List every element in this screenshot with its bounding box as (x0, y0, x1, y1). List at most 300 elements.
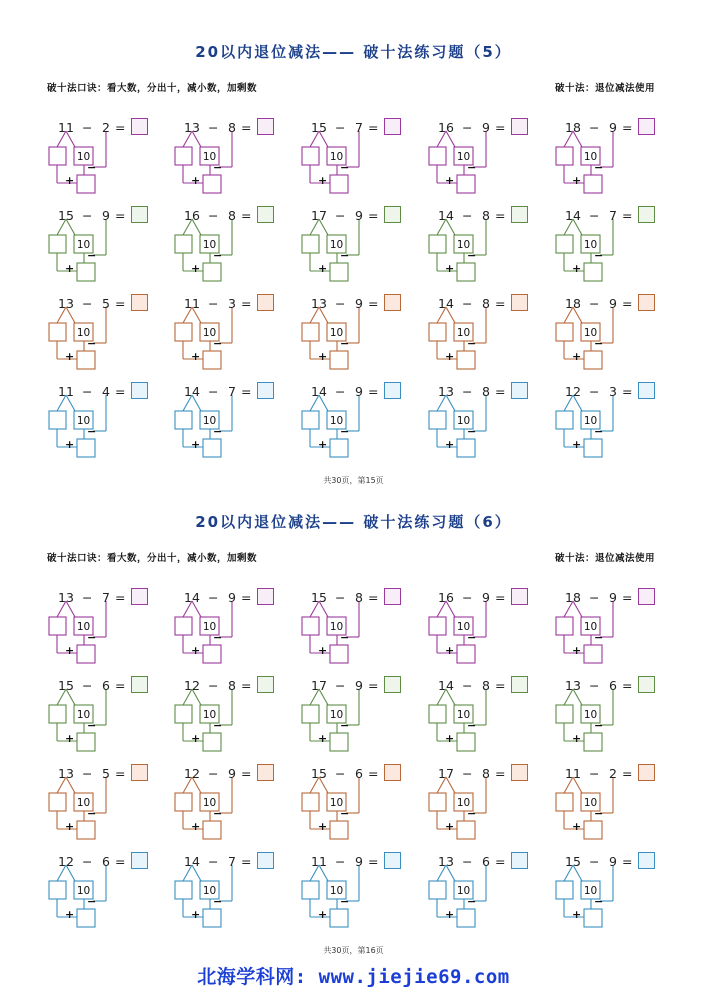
remainder-box[interactable] (556, 705, 573, 723)
answer-box[interactable] (638, 588, 655, 605)
equals-sign: = (115, 854, 126, 869)
answer-box[interactable] (638, 676, 655, 693)
ten-label: 10 (76, 797, 91, 809)
remainder-box[interactable] (429, 323, 446, 341)
remainder-box[interactable] (175, 323, 192, 341)
remainder-box[interactable] (302, 617, 319, 635)
remainder-box[interactable] (556, 881, 573, 899)
subtraction-problem (301, 676, 411, 756)
answer-box[interactable] (131, 852, 148, 869)
remainder-box[interactable] (49, 705, 66, 723)
subtrahend: 5 (102, 296, 110, 311)
minuend: 12 (565, 384, 581, 399)
remainder-box[interactable] (429, 411, 446, 429)
answer-box[interactable] (131, 382, 148, 399)
ten-label: 10 (202, 239, 217, 251)
minus-mark: − (340, 337, 350, 350)
ten-label: 10 (202, 327, 217, 339)
answer-box[interactable] (638, 764, 655, 781)
worksheet-title: 20以内退位减法—— 破十法练习题（6） (195, 513, 512, 531)
ten-label: 10 (76, 885, 91, 897)
answer-box[interactable] (638, 206, 655, 223)
plus-sign: + (65, 820, 75, 833)
subtrahend: 8 (482, 766, 490, 781)
minuend: 16 (438, 120, 454, 135)
minus-sign: − (589, 120, 600, 135)
difference-box[interactable] (77, 351, 95, 369)
equals-sign: = (495, 678, 506, 693)
minus-sign: − (462, 590, 473, 605)
subtraction-problem (555, 676, 665, 756)
answer-box[interactable] (131, 764, 148, 781)
answer-box[interactable] (131, 676, 148, 693)
difference-box[interactable] (330, 263, 348, 281)
ten-label: 10 (583, 239, 598, 251)
equals-sign: = (368, 208, 379, 223)
plus-sign: + (572, 732, 582, 745)
ten-label: 10 (202, 151, 217, 163)
subtraction-problem (301, 764, 411, 844)
remainder-box[interactable] (49, 881, 66, 899)
difference-box[interactable] (330, 439, 348, 457)
ten-label: 10 (583, 151, 598, 163)
answer-box[interactable] (257, 118, 274, 135)
equals-sign: = (368, 296, 379, 311)
minus-mark: − (467, 631, 477, 644)
ten-label: 10 (583, 415, 598, 427)
subtrahend: 3 (609, 384, 617, 399)
answer-box[interactable] (511, 118, 528, 135)
subtrahend: 6 (355, 766, 363, 781)
subtrahend: 7 (228, 854, 236, 869)
answer-box[interactable] (511, 852, 528, 869)
difference-box[interactable] (457, 175, 475, 193)
remainder-box[interactable] (175, 705, 192, 723)
difference-box[interactable] (584, 645, 602, 663)
plus-sign: + (445, 262, 455, 275)
subtrahend: 2 (102, 120, 110, 135)
ten-label: 10 (329, 151, 344, 163)
answer-box[interactable] (638, 852, 655, 869)
plus-sign: + (65, 174, 75, 187)
minus-mark: − (467, 249, 477, 262)
subtraction-problem (428, 294, 538, 374)
difference-box[interactable] (457, 733, 475, 751)
minuend: 15 (565, 854, 581, 869)
method-note: 破十法：退位减法使用 (554, 553, 655, 564)
subtraction-problem (555, 118, 665, 198)
minus-sign: − (589, 590, 600, 605)
subtrahend: 8 (482, 208, 490, 223)
difference-box[interactable] (584, 821, 602, 839)
plus-sign: + (191, 732, 201, 745)
difference-box[interactable] (584, 175, 602, 193)
subtrahend: 9 (482, 590, 490, 605)
plus-sign: + (572, 262, 582, 275)
subtrahend: 9 (609, 590, 617, 605)
plus-sign: + (318, 350, 328, 363)
subtraction-problem (174, 382, 284, 462)
ten-label: 10 (202, 885, 217, 897)
equals-sign: = (368, 766, 379, 781)
subtrahend: 7 (102, 590, 110, 605)
difference-box[interactable] (203, 351, 221, 369)
equals-sign: = (495, 208, 506, 223)
minus-mark: − (87, 337, 97, 350)
minus-sign: − (462, 854, 473, 869)
method-note: 破十法：退位减法使用 (554, 83, 655, 94)
difference-box[interactable] (77, 645, 95, 663)
equals-sign: = (115, 590, 126, 605)
difference-box[interactable] (203, 821, 221, 839)
minuend: 11 (565, 766, 581, 781)
difference-box[interactable] (330, 645, 348, 663)
answer-box[interactable] (257, 382, 274, 399)
minuend: 13 (58, 296, 74, 311)
subtraction-problem (428, 676, 538, 756)
equals-sign: = (368, 590, 379, 605)
worksheet-2 (0, 510, 707, 980)
difference-box[interactable] (457, 439, 475, 457)
remainder-box[interactable] (556, 235, 573, 253)
answer-box[interactable] (384, 764, 401, 781)
minuend: 15 (58, 678, 74, 693)
difference-box[interactable] (584, 439, 602, 457)
subtraction-problem (301, 118, 411, 198)
subtraction-problem (555, 294, 665, 374)
equals-sign: = (495, 766, 506, 781)
subtraction-problem (48, 206, 158, 286)
minuend: 11 (58, 120, 74, 135)
minus-sign: − (208, 678, 219, 693)
equals-sign: = (622, 590, 633, 605)
plus-sign: + (445, 174, 455, 187)
equals-sign: = (622, 384, 633, 399)
equals-sign: = (622, 854, 633, 869)
answer-box[interactable] (257, 588, 274, 605)
mnemonic-text: 破十法口诀：看大数，分出十，减小数，加剩数 (47, 553, 258, 564)
remainder-box[interactable] (302, 411, 319, 429)
plus-sign: + (65, 262, 75, 275)
minus-mark: − (594, 807, 604, 820)
equals-sign: = (622, 120, 633, 135)
remainder-box[interactable] (429, 617, 446, 635)
remainder-box[interactable] (302, 705, 319, 723)
remainder-box[interactable] (49, 617, 66, 635)
equals-sign: = (115, 766, 126, 781)
subtraction-problem (301, 588, 411, 668)
minus-mark: − (340, 631, 350, 644)
equals-sign: = (495, 296, 506, 311)
answer-box[interactable] (511, 764, 528, 781)
subtrahend: 6 (609, 678, 617, 693)
subtraction-problem (428, 382, 538, 462)
ten-label: 10 (456, 415, 471, 427)
plus-sign: + (572, 820, 582, 833)
equals-sign: = (241, 208, 252, 223)
subtraction-problem (555, 764, 665, 844)
subtraction-problem (174, 588, 284, 668)
answer-box[interactable] (638, 382, 655, 399)
equals-sign: = (241, 120, 252, 135)
minus-mark: − (213, 895, 223, 908)
minus-sign: − (208, 590, 219, 605)
remainder-box[interactable] (49, 793, 66, 811)
minuend: 13 (184, 120, 200, 135)
difference-box[interactable] (77, 439, 95, 457)
remainder-box[interactable] (556, 147, 573, 165)
minuend: 17 (311, 678, 327, 693)
minuend: 15 (311, 766, 327, 781)
difference-box[interactable] (77, 909, 95, 927)
plus-sign: + (572, 644, 582, 657)
subtrahend: 8 (228, 678, 236, 693)
remainder-box[interactable] (429, 705, 446, 723)
subtrahend: 3 (228, 296, 236, 311)
answer-box[interactable] (131, 588, 148, 605)
remainder-box[interactable] (556, 323, 573, 341)
remainder-box[interactable] (302, 323, 319, 341)
plus-sign: + (191, 820, 201, 833)
subtraction-problem (48, 676, 158, 756)
answer-box[interactable] (511, 294, 528, 311)
minuend: 14 (184, 854, 200, 869)
subtraction-problem (428, 764, 538, 844)
minuend: 14 (184, 590, 200, 605)
ten-label: 10 (583, 621, 598, 633)
remainder-box[interactable] (302, 235, 319, 253)
answer-box[interactable] (384, 206, 401, 223)
remainder-box[interactable] (175, 793, 192, 811)
answer-box[interactable] (384, 382, 401, 399)
answer-box[interactable] (638, 294, 655, 311)
difference-box[interactable] (77, 733, 95, 751)
minus-sign: − (82, 766, 93, 781)
minus-mark: − (213, 807, 223, 820)
answer-box[interactable] (384, 294, 401, 311)
ten-label: 10 (329, 239, 344, 251)
plus-sign: + (191, 350, 201, 363)
plus-sign: + (65, 350, 75, 363)
mnemonic-text: 破十法口诀：看大数，分出十，减小数，加剩数 (47, 83, 258, 94)
minuend: 12 (184, 678, 200, 693)
minus-sign: − (82, 678, 93, 693)
difference-box[interactable] (457, 263, 475, 281)
minus-sign: − (589, 766, 600, 781)
answer-box[interactable] (257, 206, 274, 223)
subtraction-problem (174, 676, 284, 756)
minus-mark: − (87, 161, 97, 174)
equals-sign: = (622, 678, 633, 693)
remainder-box[interactable] (429, 793, 446, 811)
remainder-box[interactable] (429, 235, 446, 253)
remainder-box[interactable] (175, 235, 192, 253)
remainder-box[interactable] (49, 411, 66, 429)
difference-box[interactable] (584, 909, 602, 927)
subtrahend: 8 (482, 678, 490, 693)
remainder-box[interactable] (49, 235, 66, 253)
minuend: 17 (438, 766, 454, 781)
equals-sign: = (241, 766, 252, 781)
answer-box[interactable] (511, 588, 528, 605)
equals-sign: = (115, 208, 126, 223)
difference-box[interactable] (203, 439, 221, 457)
difference-box[interactable] (584, 351, 602, 369)
answer-box[interactable] (257, 764, 274, 781)
ten-label: 10 (329, 621, 344, 633)
minus-sign: − (82, 296, 93, 311)
remainder-box[interactable] (175, 881, 192, 899)
difference-box[interactable] (330, 821, 348, 839)
difference-box[interactable] (77, 175, 95, 193)
equals-sign: = (495, 590, 506, 605)
answer-box[interactable] (384, 118, 401, 135)
subtrahend: 9 (355, 296, 363, 311)
ten-label: 10 (456, 621, 471, 633)
ten-label: 10 (456, 885, 471, 897)
difference-box[interactable] (77, 821, 95, 839)
subtraction-problem (48, 294, 158, 374)
difference-box[interactable] (203, 175, 221, 193)
answer-box[interactable] (131, 206, 148, 223)
difference-box[interactable] (330, 733, 348, 751)
equals-sign: = (495, 854, 506, 869)
equals-sign: = (115, 678, 126, 693)
answer-box[interactable] (511, 676, 528, 693)
answer-box[interactable] (257, 676, 274, 693)
difference-box[interactable] (584, 263, 602, 281)
plus-sign: + (572, 350, 582, 363)
minus-sign: − (208, 120, 219, 135)
remainder-box[interactable] (429, 881, 446, 899)
worksheet-title: 20以内退位减法—— 破十法练习题（5） (195, 43, 512, 61)
remainder-box[interactable] (302, 881, 319, 899)
equals-sign: = (622, 296, 633, 311)
minuend: 18 (565, 590, 581, 605)
equals-sign: = (368, 678, 379, 693)
equals-sign: = (241, 590, 252, 605)
ten-label: 10 (583, 797, 598, 809)
difference-box[interactable] (203, 909, 221, 927)
answer-box[interactable] (257, 294, 274, 311)
equals-sign: = (241, 296, 252, 311)
ten-label: 10 (329, 327, 344, 339)
ten-label: 10 (329, 797, 344, 809)
subtrahend: 9 (482, 120, 490, 135)
answer-box[interactable] (384, 676, 401, 693)
answer-box[interactable] (384, 588, 401, 605)
ten-label: 10 (456, 709, 471, 721)
minus-mark: − (213, 249, 223, 262)
minus-sign: − (462, 678, 473, 693)
difference-box[interactable] (77, 263, 95, 281)
answer-box[interactable] (511, 206, 528, 223)
answer-box[interactable] (131, 294, 148, 311)
minuend: 14 (438, 208, 454, 223)
remainder-box[interactable] (49, 147, 66, 165)
subtrahend: 9 (102, 208, 110, 223)
minuend: 12 (58, 854, 74, 869)
minus-mark: − (87, 631, 97, 644)
ten-label: 10 (76, 415, 91, 427)
minuend: 13 (565, 678, 581, 693)
difference-box[interactable] (330, 351, 348, 369)
subtrahend: 8 (228, 208, 236, 223)
plus-sign: + (65, 908, 75, 921)
equals-sign: = (241, 678, 252, 693)
remainder-box[interactable] (302, 793, 319, 811)
difference-box[interactable] (203, 263, 221, 281)
ten-label: 10 (583, 327, 598, 339)
difference-box[interactable] (457, 821, 475, 839)
difference-box[interactable] (457, 909, 475, 927)
difference-box[interactable] (457, 351, 475, 369)
minus-mark: − (594, 249, 604, 262)
plus-sign: + (191, 908, 201, 921)
minus-sign: − (335, 208, 346, 223)
ten-label: 10 (329, 709, 344, 721)
answer-box[interactable] (638, 118, 655, 135)
difference-box[interactable] (203, 645, 221, 663)
subtraction-problem (48, 588, 158, 668)
remainder-box[interactable] (556, 793, 573, 811)
minus-sign: − (335, 854, 346, 869)
minuend: 13 (438, 854, 454, 869)
remainder-box[interactable] (49, 323, 66, 341)
subtraction-problem (301, 852, 411, 932)
equals-sign: = (368, 854, 379, 869)
minus-sign: − (589, 208, 600, 223)
minus-mark: − (87, 895, 97, 908)
ten-label: 10 (76, 327, 91, 339)
minus-mark: − (594, 337, 604, 350)
answer-box[interactable] (384, 852, 401, 869)
difference-box[interactable] (330, 909, 348, 927)
remainder-box[interactable] (556, 411, 573, 429)
page-footer: 共30页，第15页 (323, 476, 384, 485)
minus-sign: − (462, 120, 473, 135)
difference-box[interactable] (584, 733, 602, 751)
answer-box[interactable] (511, 382, 528, 399)
difference-box[interactable] (457, 645, 475, 663)
remainder-box[interactable] (302, 147, 319, 165)
remainder-box[interactable] (175, 411, 192, 429)
equals-sign: = (368, 120, 379, 135)
minus-sign: − (208, 208, 219, 223)
answer-box[interactable] (257, 852, 274, 869)
difference-box[interactable] (203, 733, 221, 751)
minuend: 11 (311, 854, 327, 869)
remainder-box[interactable] (175, 617, 192, 635)
equals-sign: = (115, 296, 126, 311)
minuend: 14 (311, 384, 327, 399)
answer-box[interactable] (131, 118, 148, 135)
subtrahend: 7 (609, 208, 617, 223)
plus-sign: + (445, 438, 455, 451)
ten-label: 10 (583, 885, 598, 897)
remainder-box[interactable] (556, 617, 573, 635)
plus-sign: + (445, 908, 455, 921)
remainder-box[interactable] (175, 147, 192, 165)
minus-mark: − (467, 807, 477, 820)
minuend: 13 (58, 766, 74, 781)
difference-box[interactable] (330, 175, 348, 193)
remainder-box[interactable] (429, 147, 446, 165)
minuend: 12 (184, 766, 200, 781)
minus-mark: − (87, 807, 97, 820)
subtraction-problem (555, 206, 665, 286)
minuend: 11 (58, 384, 74, 399)
